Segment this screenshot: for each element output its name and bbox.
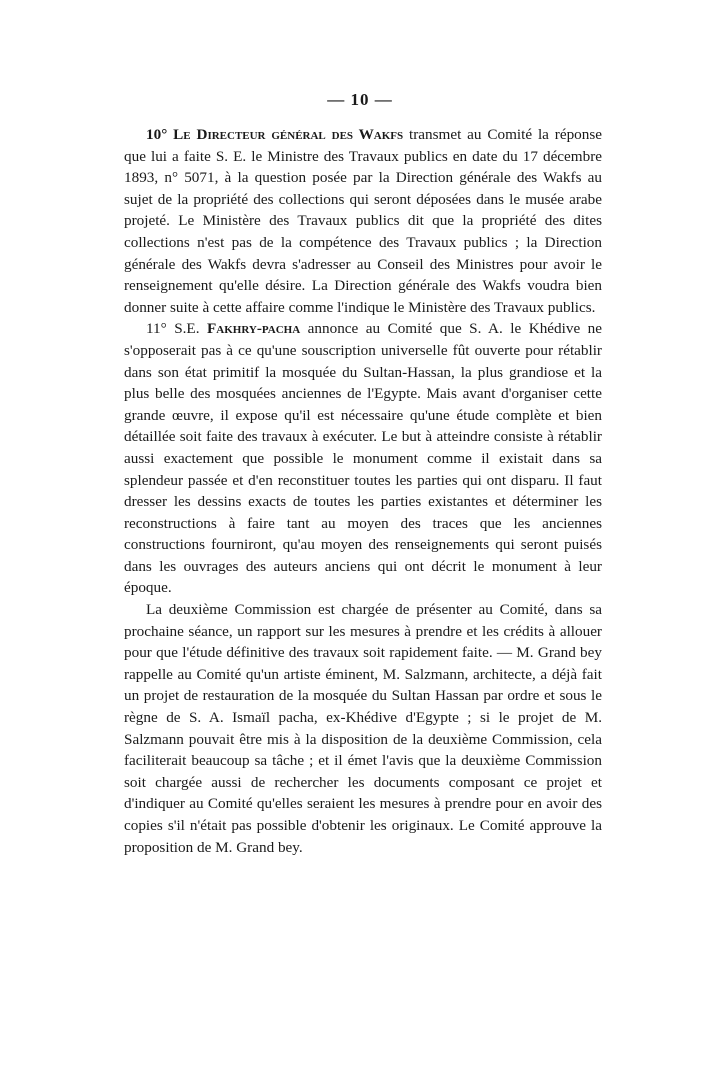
paragraph-heading: Fakhry-pacha xyxy=(207,320,301,338)
paragraph-prefix: S.E. xyxy=(174,320,200,338)
paragraph-number: 11° xyxy=(146,320,167,338)
page-number: — 10 — xyxy=(327,90,393,109)
paragraph-commission xyxy=(124,599,602,858)
paragraph-text: transmet au Comité la réponse que lui a faite S. E. le Ministre des Travaux publics en date du 17 décembre 1893, n° 5071, à la question posée par la Direction générale des Wakfs au sujet de la propriété des collections qui seront déposées dans le musée arabe projeté. Le Ministère des Travaux publics dit que la propriété des dites collections n'est pas de la compétence des Travaux publics ; la Direction générale des Wakfs devra s'adresser au Conseil des Ministres pour avoir le renseignement qu'elle désire. La Direction générale des Wakfs voudra bien donner suite à cette affaire comme l'indique le Ministère des Travaux publics. xyxy=(124,126,603,316)
paragraph-11 xyxy=(124,318,602,599)
paragraph-heading: Le Directeur général des Wakfs xyxy=(173,126,404,143)
paragraph-text: La deuxième Commission est chargée de présenter au Comité, dans sa prochaine séance, un rapport sur les mesures à prendre et les crédits à allouer pour que l'étude définitive des travaux soit rapidement faite. — M. Grand bey rappelle au Comité qu'un artiste éminent, M. Salzmann, architecte, a déjà fait un projet de restauration de la mosquée du Sultan Hassan par ordre et sous le règne de S. A. Ismaïl pacha, ex-Khédive d'Egypte ; si le projet de M. Salzmann pouvait être mis à la disposition de la deuxième Commission, cela faciliterait beaucoup sa tâche ; et il émet l'avis que la deuxième Commission soit chargée aussi de rechercher les documents composant ce projet et d'indiquer au Comité qu'elles seraient les mesures à prendre pour en avoir des copies s'il n'était pas possible d'obtenir les originaux. Le Comité approuve la proposition de M. Grand bey. xyxy=(124,601,602,856)
paragraph-10 xyxy=(124,124,602,318)
body-text xyxy=(124,124,602,858)
paragraph-number: 10° xyxy=(146,126,168,143)
paragraph-text: annonce au Comité que S. A. le Khédive ne s'opposerait pas à ce qu'une souscription universelle fût ouverte pour rétablir dans son état primitif la mosquée du Sultan-Hassan, la plus grandiose et la plus belle des mosquées anciennes de l'Egypte. Mais avant d'organiser cette grande œuvre, il expose qu'il est nécessaire qu'une étude complète et bien détaillée soit faite des travaux à exécuter. Le but à atteindre consiste à rétablir aussi exactement que possible le monument comme il existait dans sa splendeur passée et d'en reconstituer toutes les parties qui ont disparu. Il faut dresser les dessins exacts de toutes les parties existantes et déterminer les reconstructions à faire tant au moyen des traces que les anciennes constructions fourniront, qu'au moyen des renseignements qui seront puisés dans les ouvrages des auteurs anciens qui ont décrit le monument à leur époque. xyxy=(124,320,603,597)
